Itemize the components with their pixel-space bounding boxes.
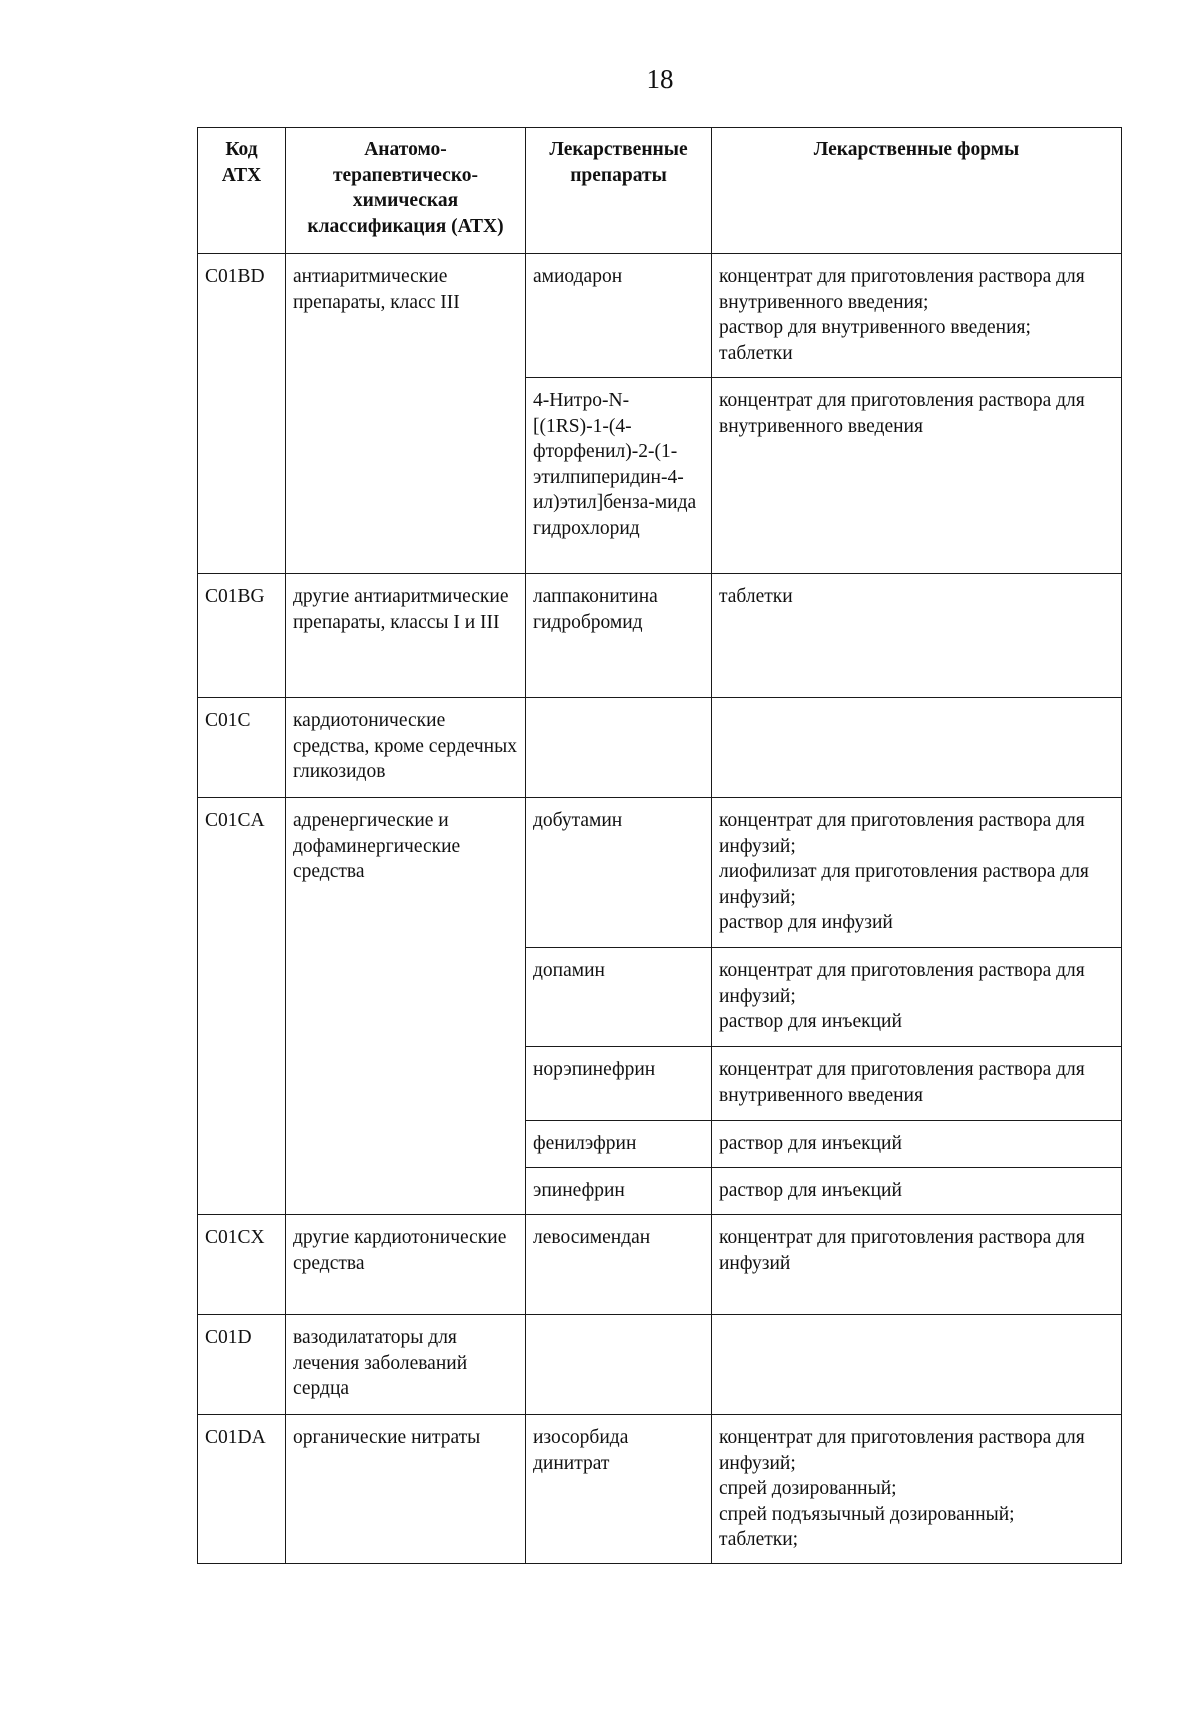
forms-cell <box>712 574 1122 698</box>
drug-cell-empty <box>526 698 712 798</box>
classification-cell: адренергические и дофаминергические средства <box>286 798 526 1215</box>
form-line: раствор для инфузий <box>719 912 893 933</box>
form-line: раствор для инъекций <box>719 1133 902 1154</box>
forms-cell <box>712 1415 1122 1564</box>
classification-cell: органические нитраты <box>286 1415 526 1564</box>
drug-cell: левосимендан <box>526 1215 712 1315</box>
classification-cell: другие кардиотонические средства <box>286 1215 526 1315</box>
header-classification: Анатомо-терапевтическо-химическая классификация (АТХ) <box>286 128 526 254</box>
table-row <box>198 254 1122 378</box>
forms-cell <box>712 1047 1122 1121</box>
forms-cell <box>712 1215 1122 1315</box>
form-line: лиофилизат для приготовления раствора для инфузий; <box>719 861 1089 908</box>
drug-cell: изосорбида динитрат <box>526 1415 712 1564</box>
forms-cell <box>712 798 1122 948</box>
form-line: концентрат для приготовления раствора для инфузий <box>719 1227 1085 1274</box>
table-row <box>198 1215 1122 1315</box>
table-row <box>198 698 1122 798</box>
drug-cell: эпинефрин <box>526 1168 712 1215</box>
atx-code-cell: C01D <box>198 1315 286 1415</box>
table-row <box>198 1315 1122 1415</box>
table-row <box>198 574 1122 698</box>
form-line: концентрат для приготовления раствора для инфузий; <box>719 960 1085 1007</box>
table-row <box>198 798 1122 948</box>
atx-code-cell: C01BG <box>198 574 286 698</box>
form-line: таблетки; <box>719 1529 799 1550</box>
drug-cell: 4-Нитро-N-[(1RS)-1-(4-фторфенил)-2-(1-этилпиперидин-4-ил)этил]бенза-мида гидрохлорид <box>526 378 712 574</box>
drug-cell: фенилэфрин <box>526 1121 712 1168</box>
drug-cell: лаппаконитина гидробромид <box>526 574 712 698</box>
table-header-row <box>198 128 1122 254</box>
drug-cell-empty <box>526 1315 712 1415</box>
form-line: концентрат для приготовления раствора для внутривенного введения <box>719 1059 1085 1106</box>
form-line: раствор для инъекций <box>719 1180 902 1201</box>
form-line: таблетки <box>719 342 793 364</box>
atx-code-cell: C01BD <box>198 254 286 574</box>
forms-cell <box>712 1121 1122 1168</box>
forms-cell-empty <box>712 1315 1122 1415</box>
form-line: спрей подъязычный дозированный; <box>719 1503 1015 1525</box>
forms-cell <box>712 378 1122 574</box>
header-drugs: Лекарственные препараты <box>526 128 712 254</box>
forms-cell-empty <box>712 698 1122 798</box>
form-line: концентрат для приготовления раствора для инфузий; <box>719 1427 1085 1474</box>
classification-cell: кардиотонические средства, кроме сердечных гликозидов <box>286 698 526 798</box>
form-line: концентрат для приготовления раствора для внутривенного введения; <box>719 266 1085 313</box>
drug-cell: допамин <box>526 948 712 1047</box>
forms-cell <box>712 254 1122 378</box>
page-number: 18 <box>646 64 674 94</box>
header-code: Код АТХ <box>198 128 286 254</box>
table-row <box>198 1415 1122 1564</box>
atx-code-cell: C01C <box>198 698 286 798</box>
form-line: концентрат для приготовления раствора для внутривенного введения <box>719 390 1085 437</box>
header-forms: Лекарственные формы <box>712 128 1122 254</box>
forms-cell <box>712 948 1122 1047</box>
atx-code-cell: C01DA <box>198 1415 286 1564</box>
form-line: спрей дозированный; <box>719 1478 897 1499</box>
classification-cell: другие антиаритмические препараты, классы I и III <box>286 574 526 698</box>
atx-code-cell: C01CX <box>198 1215 286 1315</box>
form-line: раствор для инъекций <box>719 1011 902 1032</box>
drug-cell: норэпинефрин <box>526 1047 712 1121</box>
form-line: концентрат для приготовления раствора для инфузий; <box>719 810 1085 857</box>
forms-cell <box>712 1168 1122 1215</box>
classification-cell: вазодилататоры для лечения заболеваний сердца <box>286 1315 526 1415</box>
atx-table <box>197 127 1122 1564</box>
drug-cell: амиодарон <box>526 254 712 378</box>
drug-cell: добутамин <box>526 798 712 948</box>
atx-code-cell: C01CA <box>198 798 286 1215</box>
classification-cell: антиаритмические препараты, класс III <box>286 254 526 574</box>
form-line: таблетки <box>719 586 793 607</box>
form-line: раствор для внутривенного введения; <box>719 317 1031 338</box>
